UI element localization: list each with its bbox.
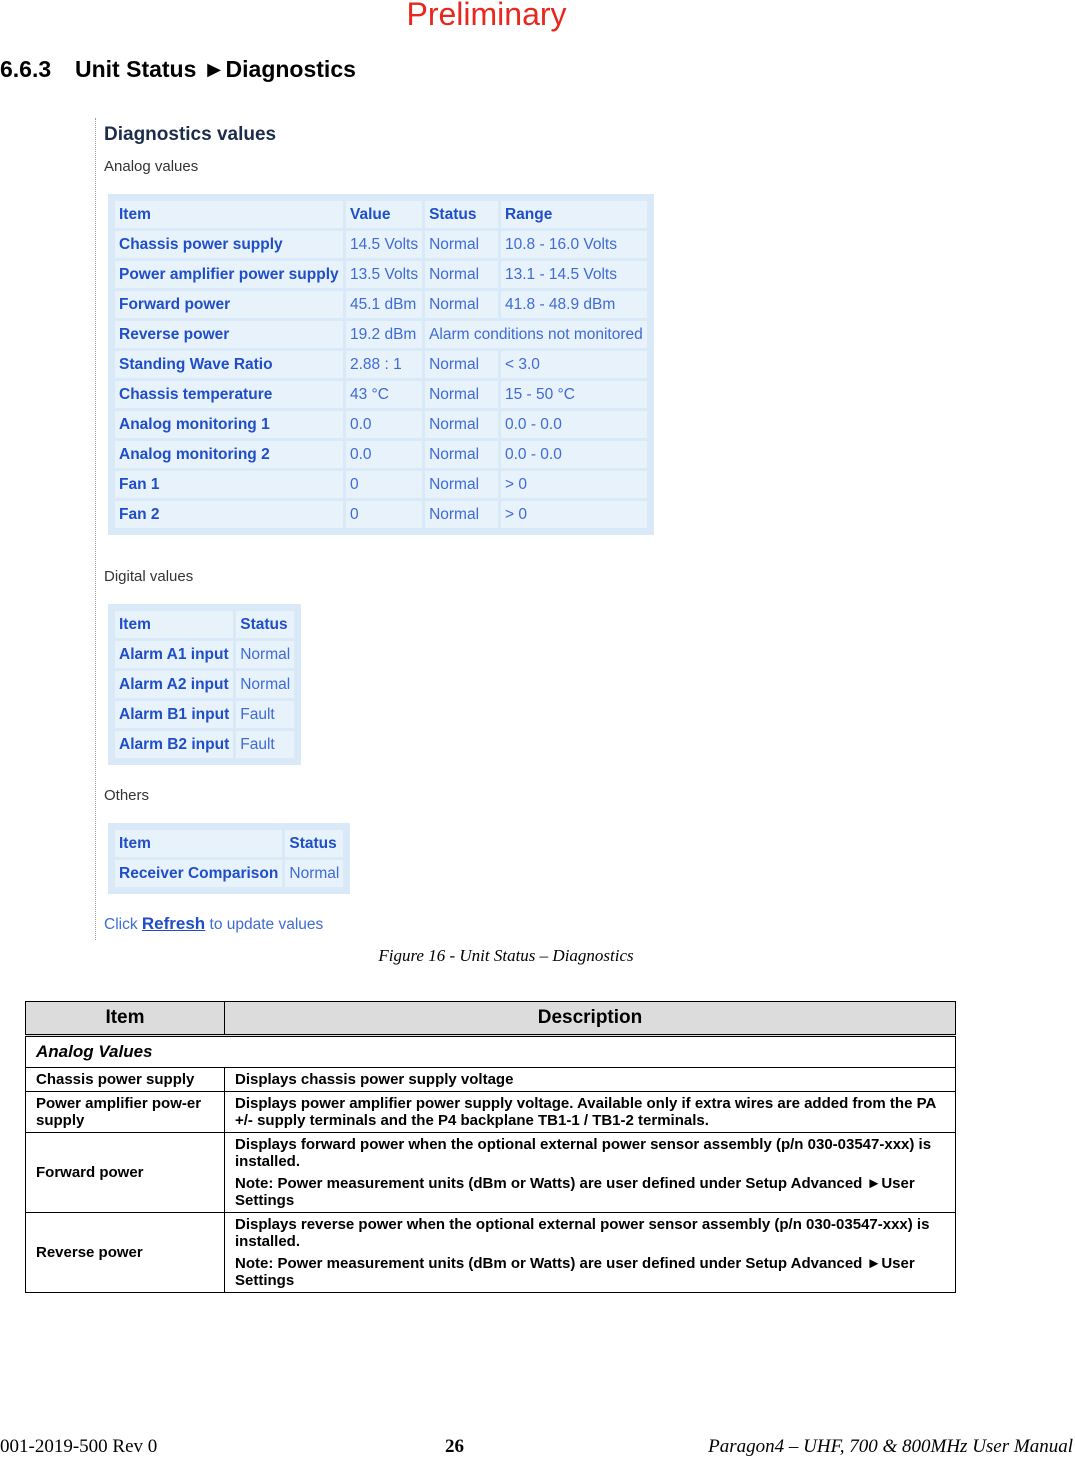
item-cell: Receiver Comparison — [115, 860, 282, 887]
description-paragraph: Displays chassis power supply voltage — [235, 1071, 514, 1088]
table-row — [115, 261, 647, 288]
value-cell: Normal — [236, 641, 294, 668]
table-header-row — [115, 611, 294, 638]
table-row — [115, 321, 647, 348]
header-description: Description — [225, 1002, 956, 1036]
diagnostics-screenshot — [95, 118, 676, 940]
value-cell: Normal — [425, 501, 498, 528]
value-cell: 0 — [346, 471, 422, 498]
item-cell: Alarm B1 input — [115, 701, 233, 728]
footer-manual-title: Paragon4 – UHF, 700 & 800MHz User Manual — [708, 1436, 1073, 1457]
column-header: Range — [501, 201, 647, 228]
section-label: Analog Values — [26, 1036, 956, 1068]
item-cell: Power amplifier power supply — [115, 261, 343, 288]
table-row — [115, 441, 647, 468]
digital-values-table — [112, 608, 297, 761]
column-header: Item — [115, 201, 343, 228]
table-row — [115, 641, 294, 668]
item-cell: Alarm A1 input — [115, 641, 233, 668]
value-cell: 15 - 50 °C — [501, 381, 647, 408]
description-cell — [225, 1068, 956, 1092]
value-cell: 0.0 - 0.0 — [501, 441, 647, 468]
value-cell: > 0 — [501, 501, 647, 528]
item-cell: Reverse power — [115, 321, 343, 348]
value-cell: 45.1 dBm — [346, 291, 422, 318]
value-cell: Normal — [236, 671, 294, 698]
item-cell: Alarm A2 input — [115, 671, 233, 698]
figure-caption: Figure 16 - Unit Status – Diagnostics — [378, 946, 634, 965]
table-header-row — [26, 1002, 956, 1036]
item-cell: Power amplifier pow-er supply — [26, 1092, 225, 1133]
value-cell: Normal — [425, 261, 498, 288]
value-cell: < 3.0 — [501, 351, 647, 378]
description-cell — [225, 1092, 956, 1133]
description-paragraph: Note: Power measurement units (dBm or Watts) are user defined under Setup Advanced ►User Settings — [235, 1255, 915, 1289]
table-row — [115, 351, 647, 378]
column-header: Status — [236, 611, 294, 638]
table-header-row — [115, 201, 647, 228]
value-cell: Normal — [425, 411, 498, 438]
column-header: Status — [285, 830, 343, 857]
item-cell: Fan 2 — [115, 501, 343, 528]
table-row — [26, 1213, 956, 1293]
item-cell: Analog monitoring 1 — [115, 411, 343, 438]
table-row — [115, 471, 647, 498]
section-title: Unit Status ►Diagnostics — [75, 56, 356, 82]
value-cell: 13.1 - 14.5 Volts — [501, 261, 647, 288]
footer-page-number: 26 — [445, 1436, 464, 1457]
description-paragraph: Note: Power measurement units (dBm or Watts) are user defined under Setup Advanced ►User Settings — [235, 1175, 915, 1209]
column-header: Status — [425, 201, 498, 228]
value-cell: Normal — [425, 231, 498, 258]
value-cell: 0.0 — [346, 411, 422, 438]
value-cell: Normal — [425, 441, 498, 468]
value-cell: Normal — [425, 471, 498, 498]
table-row — [26, 1092, 956, 1133]
item-cell: Forward power — [26, 1133, 225, 1213]
analog-values-table — [112, 198, 650, 531]
value-cell: Fault — [236, 701, 294, 728]
item-cell: Reverse power — [26, 1213, 225, 1293]
item-cell: Chassis temperature — [115, 381, 343, 408]
analog-values-panel — [108, 194, 654, 535]
description-paragraph: Displays power amplifier power supply voltage. Available only if extra wires are added from the PA +/- supply terminals and the P4 backplane TB1-1 / TB1-2 terminals. — [235, 1095, 936, 1129]
item-cell: Analog monitoring 2 — [115, 441, 343, 468]
value-cell: 0.0 — [346, 441, 422, 468]
value-cell: Normal — [425, 291, 498, 318]
table-row — [115, 731, 294, 758]
section-number: 6.6.3 — [0, 56, 52, 82]
value-cell: 43 °C — [346, 381, 422, 408]
refresh-hint: Click Refresh to update values — [104, 914, 324, 933]
table-row — [115, 381, 647, 408]
table-row — [115, 411, 647, 438]
diagnostics-title: Diagnostics values — [104, 124, 277, 145]
table-row — [115, 291, 647, 318]
description-table — [25, 1001, 956, 1293]
analog-values-label: Analog values — [104, 158, 199, 175]
item-cell: Chassis power supply — [115, 231, 343, 258]
value-cell: 41.8 - 48.9 dBm — [501, 291, 647, 318]
description-paragraph: Displays reverse power when the optional external power sensor assembly (p/n 030-03547-xxx) is installed. — [235, 1216, 930, 1250]
refresh-link[interactable]: Refresh — [141, 914, 206, 933]
section-heading — [0, 56, 356, 83]
value-cell: 19.2 dBm — [346, 321, 422, 348]
table-row — [115, 671, 294, 698]
value-cell: 13.5 Volts — [346, 261, 422, 288]
value-cell: Alarm conditions not monitored — [425, 321, 647, 348]
value-cell: 2.88 : 1 — [346, 351, 422, 378]
value-cell: 0.0 - 0.0 — [501, 411, 647, 438]
value-cell: Normal — [285, 860, 343, 887]
value-cell: 0 — [346, 501, 422, 528]
value-cell: Normal — [425, 381, 498, 408]
value-cell: > 0 — [501, 471, 647, 498]
item-cell: Fan 1 — [115, 471, 343, 498]
table-row — [115, 501, 647, 528]
value-cell: 14.5 Volts — [346, 231, 422, 258]
table-row — [115, 860, 343, 887]
item-cell: Forward power — [115, 291, 343, 318]
digital-values-label: Digital values — [104, 568, 194, 585]
description-paragraph: Displays forward power when the optional external power sensor assembly (p/n 030-03547-xxx) is installed. — [235, 1136, 932, 1170]
value-cell: Fault — [236, 731, 294, 758]
description-cell — [225, 1213, 956, 1293]
table-row — [26, 1068, 956, 1092]
description-cell — [225, 1133, 956, 1213]
table-header-row — [115, 830, 343, 857]
table-row — [115, 231, 647, 258]
column-header: Item — [115, 611, 233, 638]
value-cell: Normal — [425, 351, 498, 378]
column-header: Item — [115, 830, 282, 857]
others-panel — [108, 823, 350, 894]
others-label: Others — [104, 787, 150, 804]
table-row — [26, 1133, 956, 1213]
others-table — [112, 827, 346, 890]
column-header: Value — [346, 201, 422, 228]
footer-doc-number: 001-2019-500 Rev 0 — [0, 1436, 158, 1457]
item-cell: Alarm B2 input — [115, 731, 233, 758]
table-row — [115, 701, 294, 728]
digital-values-panel — [108, 604, 301, 765]
header-item: Item — [26, 1002, 225, 1036]
item-cell: Chassis power supply — [26, 1068, 225, 1092]
value-cell: 10.8 - 16.0 Volts — [501, 231, 647, 258]
watermark: Preliminary — [406, 0, 567, 32]
item-cell: Standing Wave Ratio — [115, 351, 343, 378]
section-row — [26, 1036, 956, 1068]
